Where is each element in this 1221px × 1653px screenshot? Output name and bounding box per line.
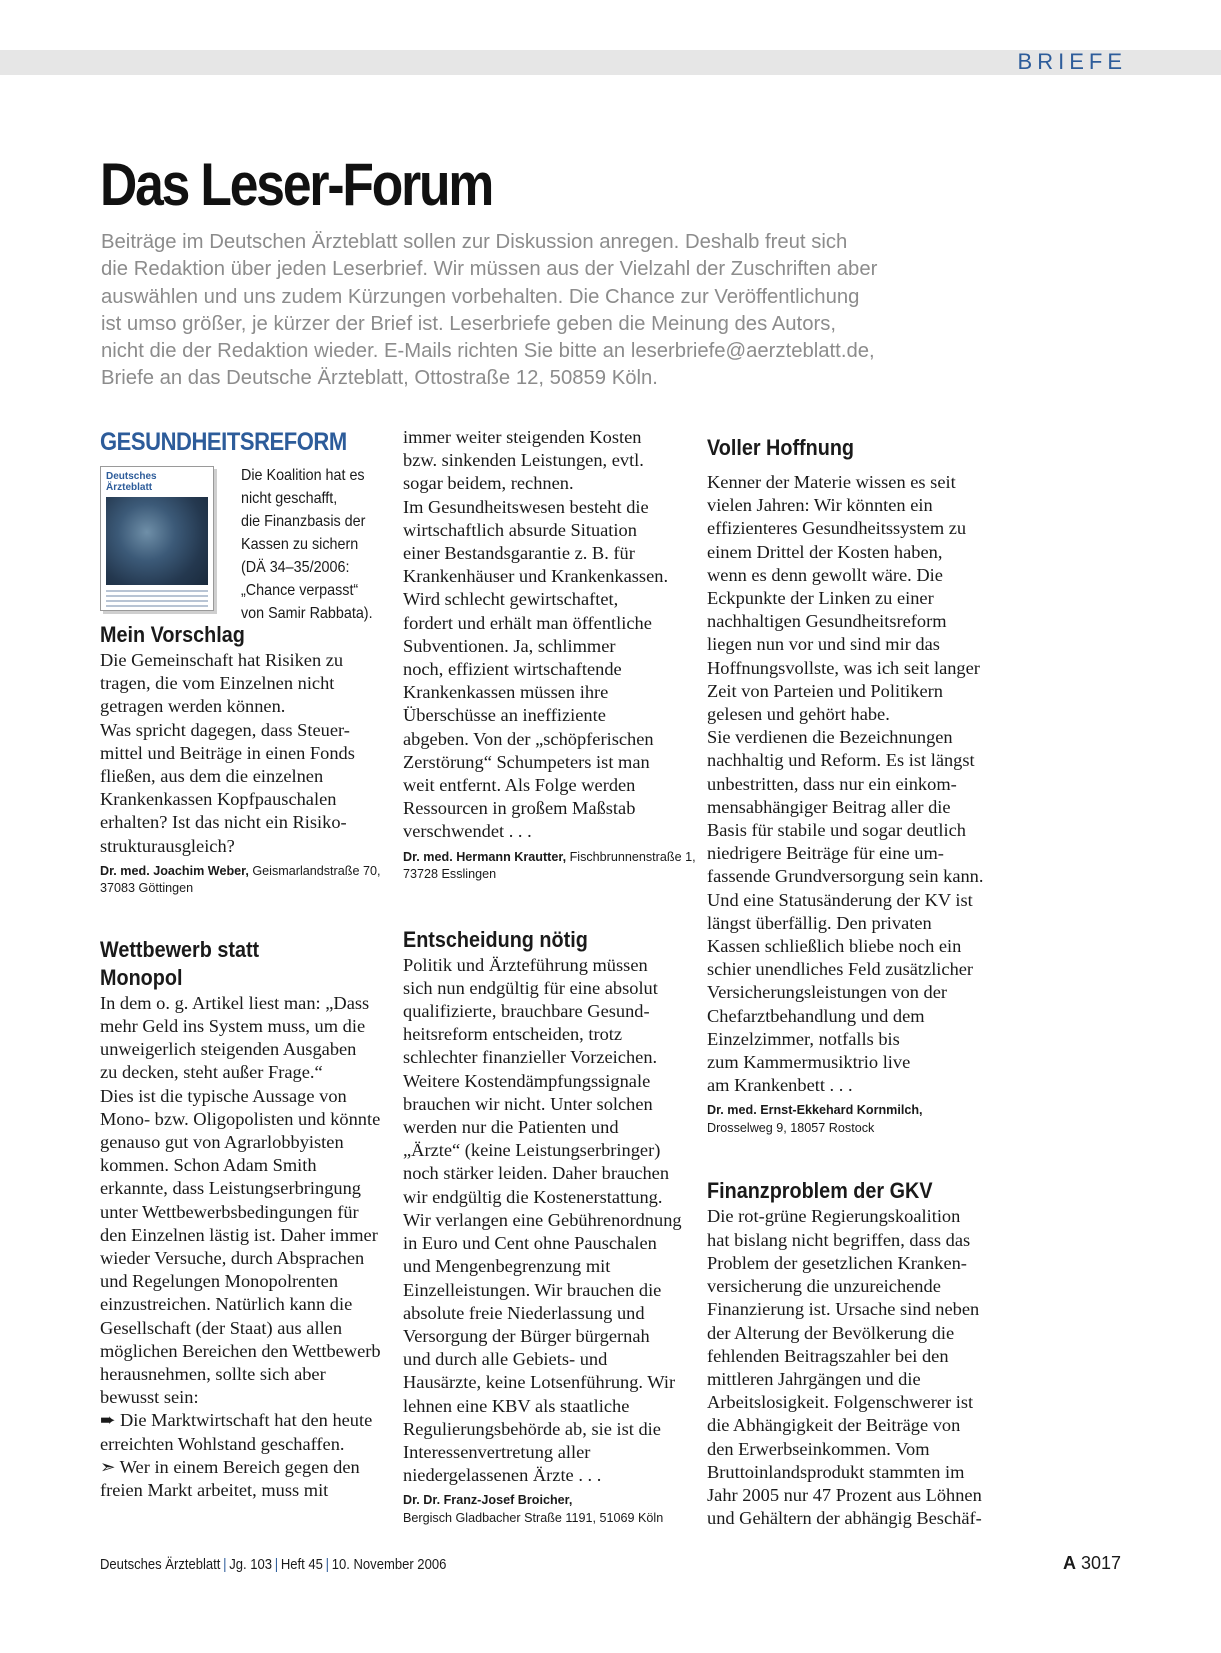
- footer-issue: Heft 45: [280, 1557, 323, 1573]
- letter-author: Dr. med. Joachim Weber, Geismarlandstraße 70, 37083 Göttingen: [100, 863, 381, 896]
- letter-voller-hoffnung: [707, 434, 997, 1137]
- letter-author: Dr. Dr. Franz-Josef Broicher, Bergisch Gladbacher Straße 1191, 51069 Köln: [403, 1493, 664, 1525]
- column-1: [100, 428, 385, 1502]
- letter-finanzproblem: [707, 1177, 997, 1530]
- letter-heading: Finanzproblem der GKV: [707, 1178, 933, 1204]
- footer-date: 10. November 2006: [331, 1557, 447, 1573]
- bullet-item: ➨ Die Marktwirtschaft hat den heute: [100, 1410, 373, 1431]
- letter-heading: Entscheidung nötig: [403, 926, 588, 952]
- page-number: A 3017: [1062, 1553, 1121, 1573]
- letter-body: Politik und Ärzteführung müssen sich nun endgültig für eine absolut qualifizierte, brauchbare Gesund- heitsreform entscheiden, trotz schlechter finanzieller Vorzeichen. Weitere Kostendämpfungssignale brauchen wir nicht. Unter solchen werden nur die Patienten und „Ärzte“ (keine Leistungserbringer) noch stärker leiden. Daher brauchen wir endgültig die Kostenerstattung. Wir verlangen eine Gebührenordnung in Euro und Cent ohne Pauschalen und Mengenbegrenzung mit Einzelleistungen. Wir brauchen die absolute freie Niederlassung und Versorgung der Bürger bürgernah und durch alle Gebiets- und Hausärzte, keine Lotsenführung. Wir lehnen eine KBV als staatliche Regulierungsbehörde ab, sie ist die Interessenvertretung aller niedergelassenen Ärzte . . .: [403, 954, 682, 1486]
- cover-text-lines: [106, 590, 208, 608]
- cover-artwork: [106, 497, 208, 585]
- bullet-item: ➣ Wer in einem Bereich gegen den: [100, 1456, 360, 1477]
- footer-journal: Deutsches Ärzteblatt: [100, 1557, 221, 1573]
- intro-line: Beiträge im Deutschen Ärzteblatt sollen zur Diskussion anregen. Deshalb freut sich: [101, 231, 848, 253]
- letter-heading: Mein Vorschlag: [100, 622, 245, 647]
- cover-logo: Deutsches Ärzteblatt: [106, 471, 157, 493]
- column-3: [707, 434, 997, 1530]
- footer-separator: |: [223, 1557, 227, 1573]
- footer-volume: Jg. 103: [229, 1557, 273, 1573]
- letter-body: Die Gemeinschaft hat Risiken zu tragen, die vom Einzelnen nicht getragen werden können. Was spricht dagegen, dass Steuer- mittel und Beiträge in einen Fonds fließen, aus dem die einzelnen Krankenkassen Kopfpauschalen erhalten? Ist das nicht ein Risiko- strukturausgleich?: [100, 650, 355, 856]
- letter-body: Die rot-grüne Regierungskoalition hat bislang nicht begriffen, dass das Problem der gesetzlichen Kranken- versicherung die unzureichende Finanzierung ist. Ursache sind neben der Alterung der Bevölkerung die fehlenden Beitragszahler bei den mittleren Jahrgängen und die Arbeitslosigkeit. Folgenschwerer ist die Abhängigkeit der Beiträge von den Erwerbseinkommen. Vom Bruttoinlandsprodukt stammten im Jahr 2005 nur 47 Prozent aus Löhnen und Gehältern der abhängig Beschäf-: [707, 1206, 982, 1529]
- letter-wettbewerb: [100, 936, 385, 1502]
- letter-body: In dem o. g. Artikel liest man: „Dass mehr Geld ins System muss, um die unweigerlich steigenden Ausgaben zu decken, steht außer Frage.“ Dies ist die typische Aussage von Mono- bzw. Oligopolisten und könnte genauso gut von Agrarlobbyisten kommen. Schon Adam Smith erkannte, dass Leistungserbringung unter Wettbewerbsbedingungen für den Einzelnen lästig ist. Daher immer wieder Versuche, durch Absprachen und Regelungen Monopolrenten einzustreichen. Natürlich kann die Gesellschaft (der Staat) aus allen möglichen Bereichen den Wettbewerb herausnehmen, sollte sich aber bewusst sein: ➨ Die Marktwirtschaft hat den heute erreichten Wohlstand geschaffen. ➣ Wer in einem Bereich gegen den freien Markt arbeitet, muss mit: [100, 992, 385, 1502]
- letter-body: Kenner der Materie wissen es seit vielen Jahren: Wir könnten ein effizienteres Gesundheitssystem zu einem Drittel der Kosten haben, wenn es denn gewollt wäre. Die Eckpunkte der Linken zu einer nachhaltigen Gesundheitsreform liegen nun vor und sind mir das Hoffnungsvollste, was ich seit langer Zeit von Parteien und Politikern gelesen und gehört habe. Sie verdienen die Bezeichnungen nachhaltig und Reform. Es ist längst unbestritten, dass nur ein einkom- mensabhängiger Beitrag aller die Basis für stabile und sogar deutlich niedrigere Beiträge für eine um- fassende Grundversorgung sein kann. Und eine Statusänderung der KV ist längst überfällig. Den privaten Kassen schließlich bliebe noch ein schier unendliches Feld zusätzlicher Versicherungsleistungen von der Chefarztbehandlung und dem Einzelzimmer, notfalls bis zum Kammermusiktrio live am Krankenbett . . .: [707, 472, 984, 1096]
- letter-krautter-continued: [403, 426, 696, 884]
- intro-paragraph: [101, 229, 981, 393]
- letter-mein-vorschlag: [100, 621, 385, 898]
- letter-heading: Wettbewerb statt Monopol: [100, 936, 260, 990]
- section-label: BRIEFE: [1017, 49, 1127, 74]
- intro-line: nicht die der Redaktion wieder. E-Mails richten Sie bitte an leserbriefe@aerzteblatt.de,: [101, 340, 875, 363]
- letter-body: immer weiter steigenden Kosten bzw. sinkenden Leistungen, evtl. sogar beidem, rechnen. Im Gesundheitswesen besteht die wirtschaftlich absurde Situation einer Bestandsgarantie z. B. für Krankenhäuser und Krankenkassen. Wird schlecht gewirtschaftet, fordert und erhält man öffentliche Subventionen. Ja, schlimmer noch, effizient wirtschaftende Krankenkassen müssen ihre Überschüsse an ineffiziente abgeben. Von der „schöpferischen Zerstörung“ Schumpeters ist man weit entfernt. Als Folge werden Ressourcen in großem Maßstab verschwendet . . .: [403, 427, 669, 842]
- footer-separator: |: [274, 1557, 279, 1573]
- letter-author: Dr. med. Hermann Krautter, Fischbrunnenstraße 1, 73728 Esslingen: [403, 849, 696, 882]
- intro-line: die Redaktion über jeden Leserbrief. Wir müssen aus der Vielzahl der Zuschriften aber: [101, 258, 878, 281]
- intro-line: auswählen und uns zudem Kürzungen vorbehalten. Die Chance zur Veröffentlichung: [101, 285, 860, 308]
- topic-teaser: [100, 428, 385, 621]
- intro-line: ist umso größer, je kürzer der Brief ist. Leserbriefe geben die Meinung des Autors,: [101, 312, 836, 335]
- intro-line: Briefe an das Deutsche Ärzteblatt, Ottostraße 12, 50859 Köln.: [101, 367, 658, 390]
- magazine-cover-image: [100, 466, 214, 611]
- teaser-text: Die Koalition hat es nicht geschafft, die Finanzbasis der Kassen zu sichern (DÄ 34–35/2006: „Chance verpasst“ von Samir Rabbata).: [241, 467, 373, 622]
- footer-separator: |: [325, 1557, 330, 1573]
- letter-entscheidung: [403, 926, 688, 1528]
- page-title: Das Leser-Forum: [100, 151, 493, 218]
- letter-heading: Voller Hoffnung: [707, 435, 855, 460]
- topic-kicker: GESUNDHEITSREFORM: [100, 428, 347, 456]
- letter-author: Dr. med. Ernst-Ekkehard Kornmilch, Drosselweg 9, 18057 Rostock: [707, 1103, 923, 1135]
- column-2: [403, 426, 696, 1527]
- page-footer: [100, 1557, 446, 1573]
